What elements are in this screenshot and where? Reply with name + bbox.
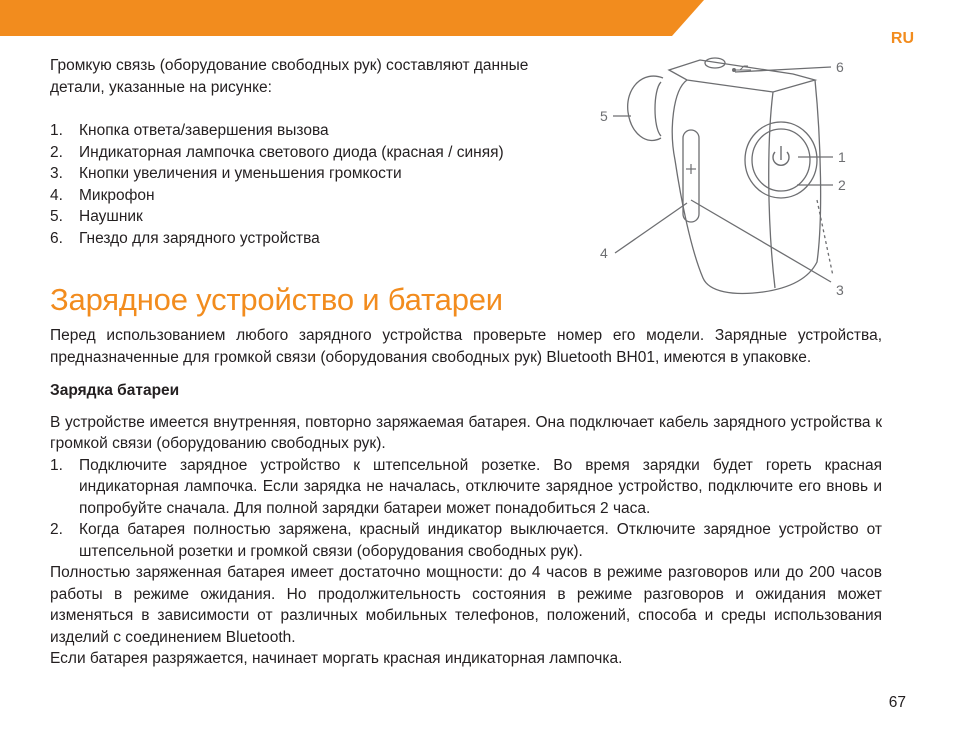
callout-2: 2 — [838, 177, 846, 193]
list-item: 6. Гнездо для зарядного устройства — [50, 229, 320, 247]
paragraph: В устройстве имеется внутренняя, повторно заряжаемая батарея. Она подключает кабель зарядного устройства к громкой связи (оборудованию свободных рук). — [50, 413, 882, 452]
callout-5: 5 — [600, 108, 608, 124]
steps-list — [50, 455, 882, 563]
top-face — [669, 60, 815, 92]
power-icon — [773, 146, 789, 165]
page-number: 67 — [888, 694, 906, 711]
parts-list — [50, 120, 532, 249]
callout-4: 4 — [600, 245, 608, 261]
volume-rocker — [683, 130, 699, 222]
list-item: 2. Индикаторная лампочка светового диода (красная / синяя) — [50, 143, 504, 161]
header-banner — [0, 0, 954, 36]
list-item: 1. Подключите зарядное устройство к штепсельной розетке. Во время зарядки будет гореть красная индикаторная лампочка. Если зарядка не началась, отключите зарядное устройство, подключите его вновь и попробуйте сначала. Для полной зарядки батареи может понадобиться 2 часа. — [50, 456, 882, 517]
paragraph: Перед использованием любого зарядного устройства проверьте номер его модели. Зарядные устройства, предназначенные для громкой связи (оборудования свободных рук) Bluetooth BH01, имеются в упаковке. — [50, 327, 882, 366]
callout-3: 3 — [836, 282, 844, 298]
list-item: 2. Когда батарея полностью заряжена, красный индикатор выключается. Отключите зарядное устройство от штепсельной розетки и громкой связи (оборудования свободных рук). — [50, 521, 882, 560]
headset-diagram — [595, 50, 860, 305]
paragraph: Если батарея разряжается, начинает моргать красная индикаторная лампочка. — [50, 650, 623, 667]
intro-text: Громкую связь (оборудование свободных рук) составляют данные детали, указанные на рисунке: — [50, 57, 529, 96]
subheading: Зарядка батареи — [50, 382, 180, 399]
language-label: RU — [890, 30, 914, 47]
section-title: Зарядное устройство и батареи — [50, 282, 503, 317]
callout-6: 6 — [836, 59, 844, 75]
intro-block — [50, 55, 532, 249]
list-item: 3. Кнопки увеличения и уменьшения громкости — [50, 165, 402, 182]
section-body — [50, 325, 882, 670]
device-body — [672, 80, 820, 293]
list-item: 1. Кнопка ответа/завершения вызова — [50, 122, 329, 139]
callout-1: 1 — [838, 149, 846, 165]
list-item: 4. Микрофон — [50, 186, 155, 204]
list-item: 5. Наушник — [50, 208, 143, 225]
paragraph: Полностью заряженная батарея имеет достаточно мощности: до 4 часов в режиме разговоров или до 200 часов работы в режиме ожидания. Но продолжительность состояния в режиме разговоров и ожидания может изменяться в зависимости от различных мобильных телефонов, положений, способа и среды использования изделий с соединением Bluetooth. — [50, 564, 882, 646]
plus-icon — [686, 164, 696, 174]
